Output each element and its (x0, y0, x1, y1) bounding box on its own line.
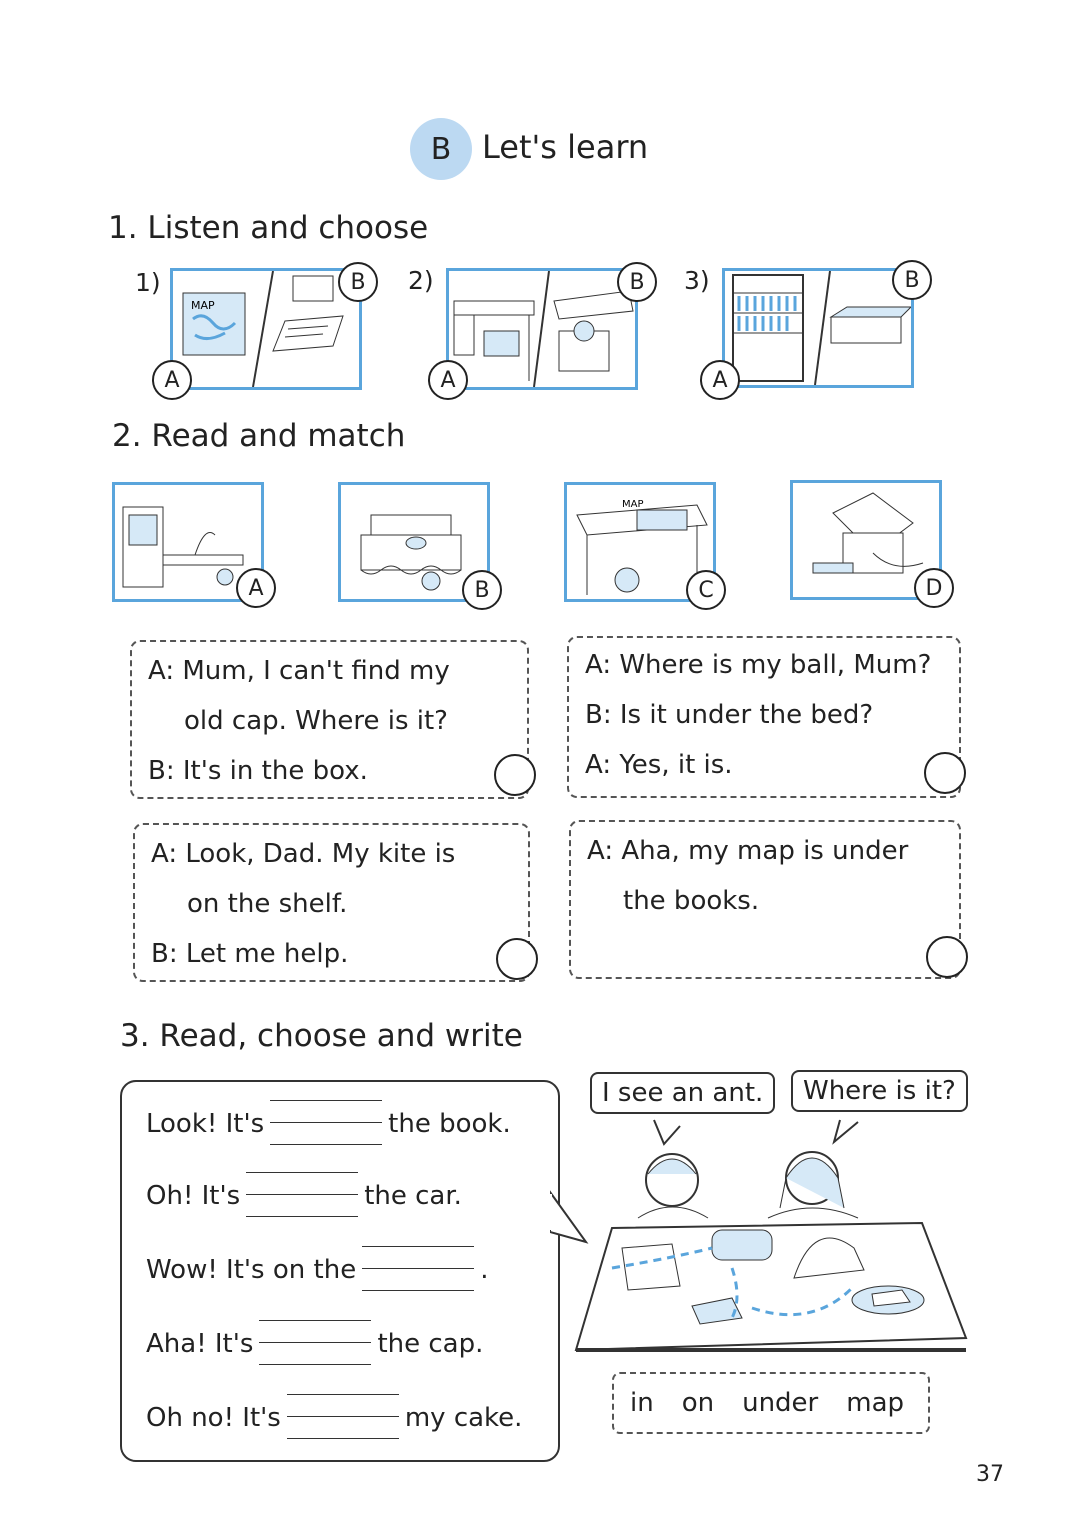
word-under: under (742, 1388, 819, 1418)
badge-letter: B (430, 131, 452, 167)
item1-option-b[interactable]: B (338, 262, 378, 302)
item3-illustration (725, 271, 911, 385)
item3-number: 3) (684, 266, 710, 295)
map-label-c: MAP (622, 499, 644, 510)
match-label-d: D (914, 568, 954, 608)
item2-illustration (449, 271, 635, 387)
section2-title: 2. Read and match (112, 418, 406, 454)
children-table-illustration (572, 1118, 970, 1358)
dialogue-2-line-3: A: Yes, it is. (585, 750, 733, 780)
section3-title: 3. Read, choose and write (120, 1018, 523, 1054)
blank-3[interactable] (362, 1246, 474, 1294)
word-on: on (681, 1388, 715, 1418)
item3-picture (722, 268, 914, 388)
sentence-3: Wow! It's on the . (146, 1246, 488, 1294)
blank-5[interactable] (287, 1394, 399, 1442)
item3-option-a[interactable]: A (700, 360, 740, 400)
item1-picture (170, 268, 362, 390)
dialogue-3-answer-circle[interactable] (496, 938, 538, 980)
item2-picture (446, 268, 638, 390)
blank-2[interactable] (246, 1172, 358, 1220)
item2-option-a[interactable]: A (428, 360, 468, 400)
sentence-4: Aha! It's the cap. (146, 1320, 483, 1368)
dialogue-4-line-2: the books. (623, 886, 760, 916)
match-label-b: B (462, 570, 502, 610)
section-badge (410, 118, 472, 180)
page-title: Let's learn (482, 128, 649, 166)
section1-title: 1. Listen and choose (108, 210, 429, 246)
bubble-right: Where is it? (791, 1070, 968, 1112)
item1-illustration (173, 271, 359, 387)
dialogue-3-line-1: A: Look, Dad. My kite is (151, 839, 456, 869)
page-number: 37 (976, 1462, 1004, 1487)
dialogue-1-answer-circle[interactable] (494, 754, 536, 796)
dialogue-1-line-3: B: It's in the box. (148, 756, 368, 786)
sentence-1: Look! It's the book. (146, 1100, 511, 1148)
dialogue-4-line-1: A: Aha, my map is under (587, 836, 909, 866)
item1-option-a[interactable]: A (152, 360, 192, 400)
word-in: in (630, 1388, 654, 1418)
dialogue-2-line-2: B: Is it under the bed? (585, 700, 874, 730)
item1-number: 1) (135, 268, 161, 297)
dialogue-2-line-1: A: Where is my ball, Mum? (585, 650, 932, 680)
item3-option-b[interactable]: B (892, 260, 932, 300)
dialogue-2-answer-circle[interactable] (924, 752, 966, 794)
item2-option-b[interactable]: B (617, 262, 657, 302)
dialogue-1 (130, 640, 529, 799)
dialogue-3-line-2: on the shelf. (187, 889, 348, 919)
sentence-2: Oh! It's the car. (146, 1172, 462, 1220)
word-bank (612, 1372, 930, 1434)
match-label-c: C (686, 570, 726, 610)
sentence-5: Oh no! It's my cake. (146, 1394, 522, 1442)
match-label-a: A (236, 568, 276, 608)
dialogue-3 (133, 823, 530, 982)
dialogue-2 (567, 636, 961, 798)
item2-number: 2) (408, 266, 434, 295)
blank-4[interactable] (259, 1320, 371, 1368)
bubble-left: I see an ant. (590, 1072, 775, 1114)
dialogue-4 (569, 820, 961, 979)
dialogue-3-line-3: B: Let me help. (151, 939, 349, 969)
word-map: map (846, 1388, 905, 1418)
dialogue-1-line-2: old cap. Where is it? (184, 706, 448, 736)
dialogue-4-answer-circle[interactable] (926, 936, 968, 978)
blank-1[interactable] (270, 1100, 382, 1148)
dialogue-1-line-1: A: Mum, I can't find my (148, 656, 450, 686)
map-label: MAP (191, 299, 215, 312)
